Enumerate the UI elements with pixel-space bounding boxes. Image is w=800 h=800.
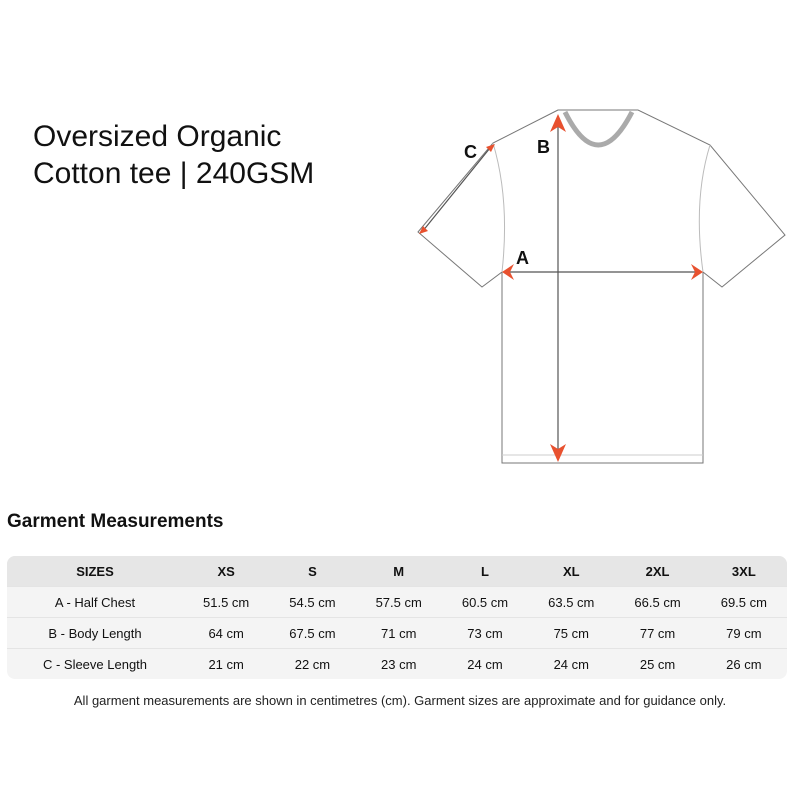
label-b: B xyxy=(537,137,550,157)
header-cell: XS xyxy=(183,556,269,586)
table-cell: 24 cm xyxy=(528,648,614,679)
table-cell: 25 cm xyxy=(614,648,700,679)
table-cell: 75 cm xyxy=(528,617,614,648)
table-cell: 69.5 cm xyxy=(701,586,787,617)
label-a: A xyxy=(516,248,529,268)
table-cell: 64 cm xyxy=(183,617,269,648)
title-line-2: Cotton tee | 240GSM xyxy=(33,157,315,190)
row-label: B - Body Length xyxy=(7,617,183,648)
section-title: Garment Measurements xyxy=(7,511,224,532)
table-cell: 77 cm xyxy=(614,617,700,648)
table-row xyxy=(7,586,787,617)
row-label: A - Half Chest xyxy=(7,586,183,617)
table-cell: 63.5 cm xyxy=(528,586,614,617)
measurement-arrows xyxy=(419,114,703,462)
table-cell: 21 cm xyxy=(183,648,269,679)
table-cell: 51.5 cm xyxy=(183,586,269,617)
header-cell: 3XL xyxy=(701,556,787,586)
header-cell: 2XL xyxy=(614,556,700,586)
table-cell: 73 cm xyxy=(442,617,528,648)
shirt-outline xyxy=(418,110,785,463)
header-cell: S xyxy=(269,556,355,586)
header-cell: L xyxy=(442,556,528,586)
title-line-1: Oversized Organic xyxy=(33,120,282,153)
table-cell: 24 cm xyxy=(442,648,528,679)
header-cell: M xyxy=(356,556,442,586)
row-label: C - Sleeve Length xyxy=(7,648,183,679)
table-header-row xyxy=(7,556,787,586)
table-row xyxy=(7,648,787,679)
table-cell: 67.5 cm xyxy=(269,617,355,648)
table-cell: 79 cm xyxy=(701,617,787,648)
header-cell: SIZES xyxy=(7,556,183,586)
table-cell: 26 cm xyxy=(701,648,787,679)
table-cell: 22 cm xyxy=(269,648,355,679)
footnote: All garment measurements are shown in centimetres (cm). Garment sizes are approximate and for guidance only. xyxy=(73,693,727,708)
size-table xyxy=(7,556,787,679)
table-cell: 57.5 cm xyxy=(356,586,442,617)
table-row xyxy=(7,617,787,648)
table-cell: 71 cm xyxy=(356,617,442,648)
table-cell: 66.5 cm xyxy=(614,586,700,617)
label-c: C xyxy=(464,142,477,162)
header-cell: XL xyxy=(528,556,614,586)
table-cell: 54.5 cm xyxy=(269,586,355,617)
table-cell: 23 cm xyxy=(356,648,442,679)
collar xyxy=(565,112,632,145)
table-cell: 60.5 cm xyxy=(442,586,528,617)
